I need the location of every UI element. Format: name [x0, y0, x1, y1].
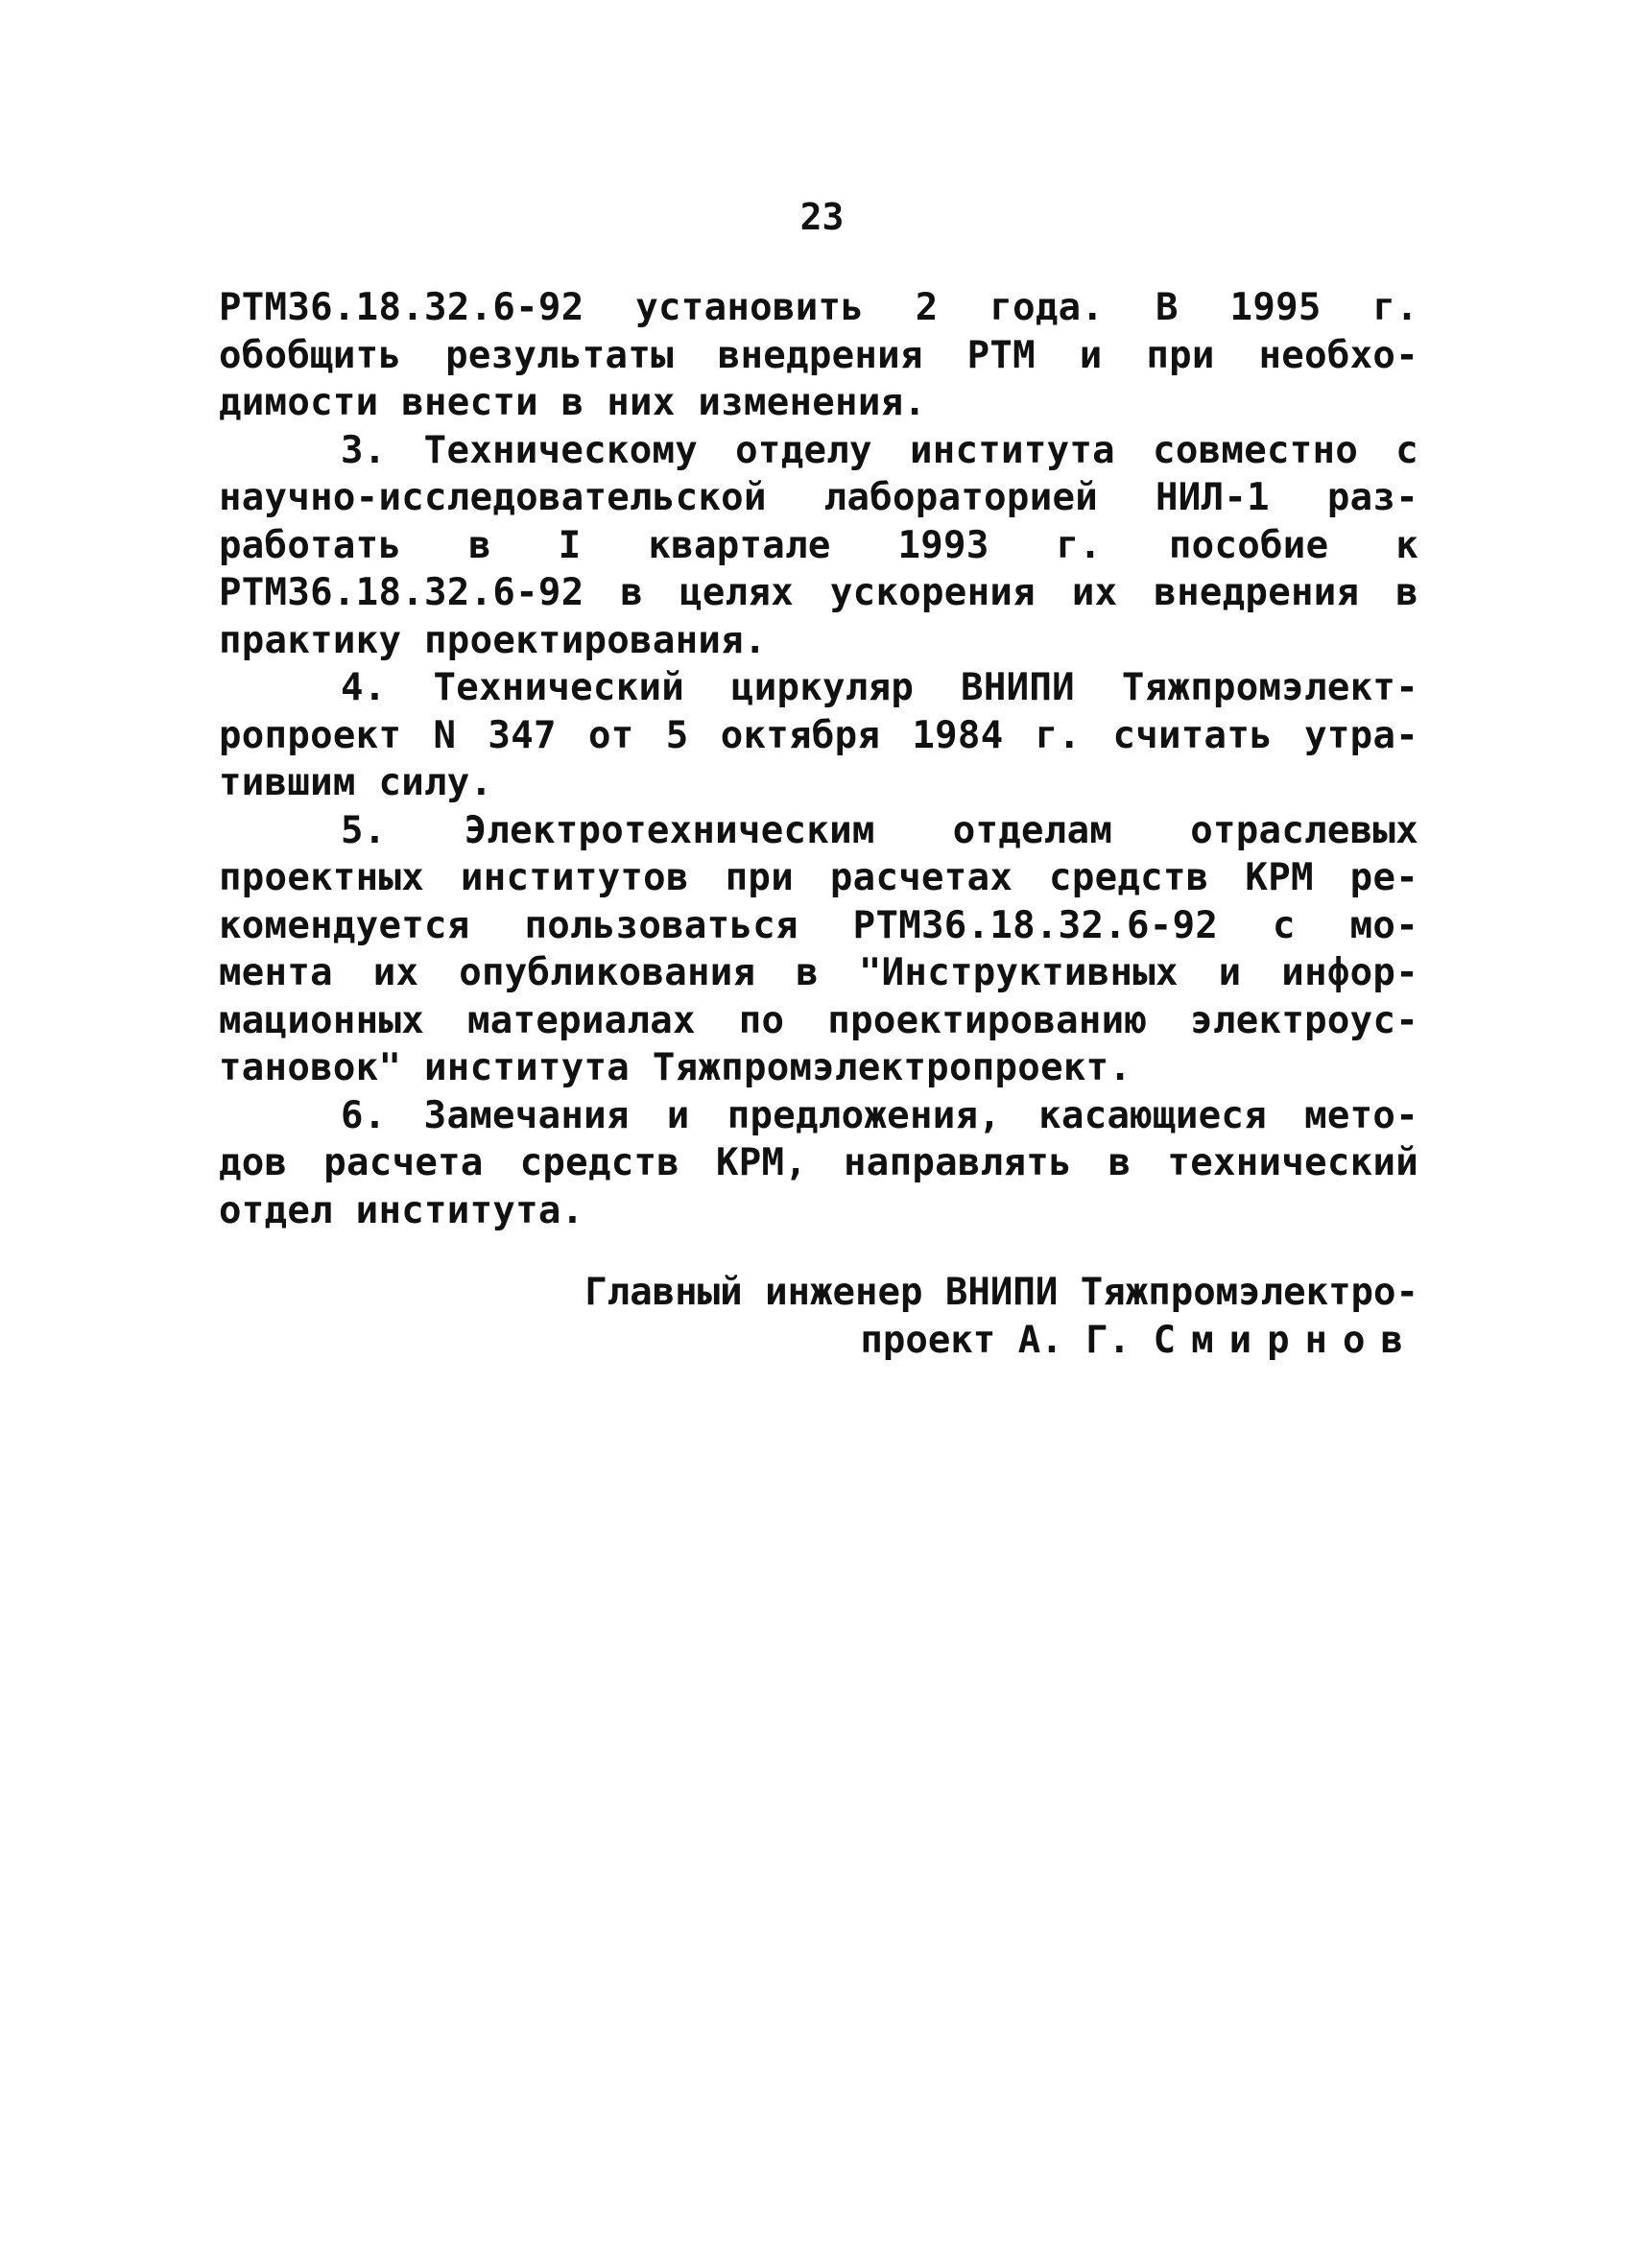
signature-name-line	[509, 1317, 1418, 1365]
text-line: ропроект N 347 от 5 октября 1984 г. считать утра-	[219, 713, 1418, 757]
text-line: мента их опубликования в "Инструктивных и инфор-	[219, 951, 1418, 994]
text-line: РТМ36.18.32.6-92 в целях ускорения их внедрения в	[219, 571, 1418, 614]
text-line: 3. Техническому отделу института совместно с	[341, 428, 1418, 472]
text-line: комендуется пользоваться РТМ36.18.32.6-92 с мо-	[219, 903, 1418, 947]
text-line: отдел института.	[219, 1188, 584, 1232]
signature-title: Главный инженер ВНИПИ Тяжпромэлектро-	[584, 1271, 1418, 1314]
text-line: практику проектирования.	[219, 618, 767, 662]
text-line: 4. Технический циркуляр ВНИПИ Тяжпромэлект-	[341, 666, 1418, 709]
signature-prefix: проект А. Г.	[860, 1319, 1132, 1362]
signature-block	[509, 1269, 1418, 1365]
page-number: 23	[799, 196, 845, 238]
text-line: научно-исследовательской лабораторией НИЛ-1 раз-	[219, 476, 1418, 519]
text-line: проектных институтов при расчетах средств КРМ ре-	[219, 856, 1418, 899]
text-line: 6. Замечания и предложения, касающиеся мето-	[341, 1093, 1418, 1137]
text-line: обобщить результаты внедрения РТМ и при необхо-	[219, 333, 1418, 377]
signature-name: Смирнов	[1153, 1319, 1418, 1362]
text-line: тившим силу.	[219, 761, 493, 804]
text-line: РТМ36.18.32.6-92 установить 2 года. В 1995 г.	[219, 286, 1418, 329]
text-line: мационных материалах по проектированию электроус-	[219, 998, 1418, 1042]
text-line: работать в I квартале 1993 г. пособие к	[219, 523, 1418, 567]
text-line: тановок" института Тяжпромэлектропроект.	[219, 1046, 1132, 1089]
text-line: димости внести в них изменения.	[219, 381, 927, 424]
text-line: 5. Электротехническим отделам отраслевых	[341, 808, 1418, 852]
text-line: дов расчета средств КРМ, направлять в технический	[219, 1141, 1418, 1184]
body-text	[219, 284, 1418, 1234]
